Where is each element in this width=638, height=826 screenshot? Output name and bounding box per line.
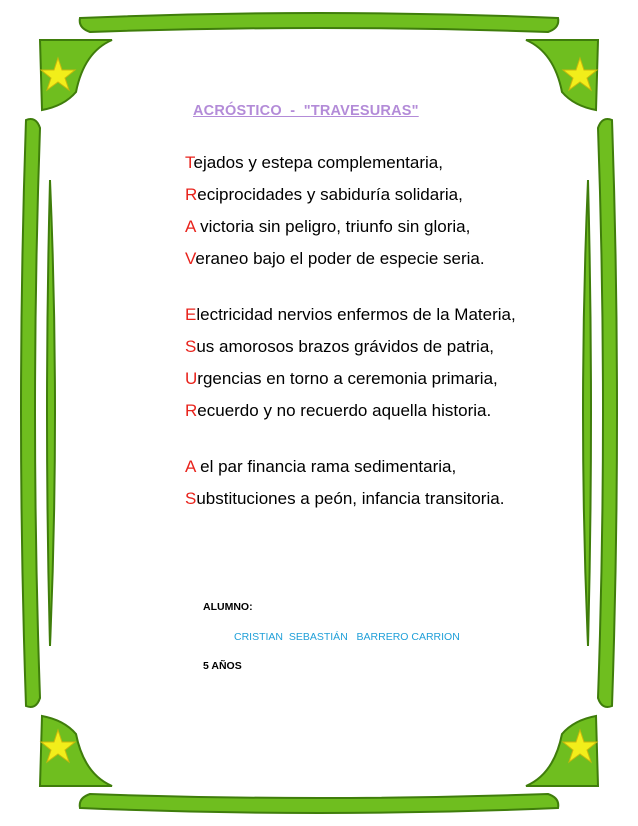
poem-line-text: ejados y estepa complementaria, (193, 153, 443, 172)
acrostic-poem (185, 152, 516, 520)
poem-line-text: ecuerdo y no recuerdo aquella historia. (197, 401, 492, 420)
poem-line (185, 400, 516, 432)
poem-initial: R (185, 185, 198, 204)
poem-line-text: lectricidad nervios enfermos de la Materia, (196, 305, 516, 324)
poem-line (185, 184, 516, 216)
poem-initial: R (185, 401, 198, 420)
poem-line (185, 336, 516, 368)
poem-line (185, 368, 516, 400)
frame-right-wave (583, 180, 591, 646)
poem-line-text: rgencias en torno a ceremonia primaria, (197, 369, 498, 388)
frame-left-bar (21, 119, 40, 707)
poem-line (185, 456, 516, 488)
poem-initial: S (185, 337, 197, 356)
poem-line (185, 152, 516, 184)
poem-line-text: ubstituciones a peón, infancia transitoria. (196, 489, 505, 508)
student-label: ALUMNO: (203, 601, 253, 613)
poem-initial: U (185, 369, 198, 388)
poem-initial: E (185, 305, 197, 324)
frame-right-bar (598, 119, 617, 707)
poem-initial: T (185, 153, 194, 172)
poem-line (185, 248, 516, 280)
poem-line-text: us amorosos brazos grávidos de patria, (196, 337, 494, 356)
poem-line (185, 216, 516, 248)
poem-initial: V (185, 249, 196, 268)
poem-initial: S (185, 489, 197, 508)
poem-initial: A (185, 217, 196, 236)
page-title: ACRÓSTICO - "TRAVESURAS" (193, 103, 419, 119)
poem-line-text: victoria sin peligro, triunfo sin gloria, (195, 217, 471, 236)
poem-line (185, 488, 516, 520)
poem-line-text: eciprocidades y sabiduría solidaria, (197, 185, 463, 204)
poem-line-text: eraneo bajo el poder de especie seria. (195, 249, 485, 268)
frame-top-bar (80, 13, 559, 32)
student-name: CRISTIAN SEBASTIÁN BARRERO CARRION (234, 631, 460, 643)
frame-bottom-bar (80, 794, 559, 813)
student-age: 5 AÑOS (203, 660, 242, 672)
poem-line (185, 304, 516, 336)
poem-line-text: el par financia rama sedimentaria, (195, 457, 457, 476)
frame-left-wave (47, 180, 55, 646)
poem-initial: A (185, 457, 196, 476)
